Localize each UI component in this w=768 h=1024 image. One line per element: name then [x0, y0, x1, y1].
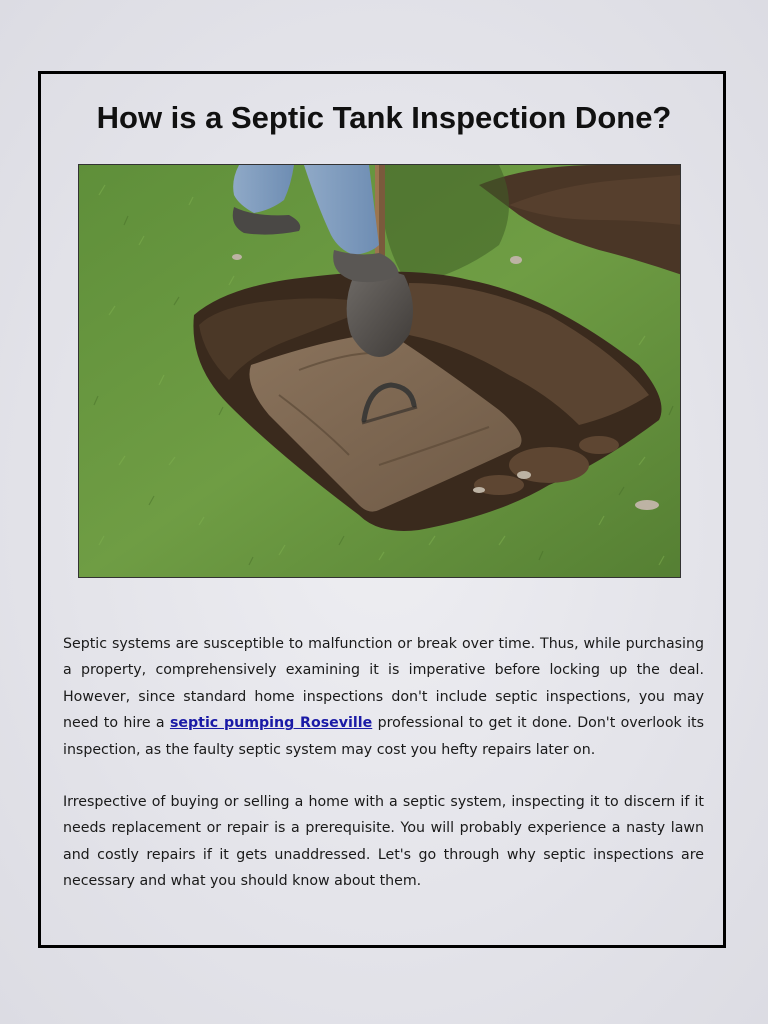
paragraph-2: Irrespective of buying or selling a home with a septic system, inspecting it to discern if it needs replacement or repair is a prerequisite. You will probably experience a nasty lawn and costly repairs if it gets unaddressed. Let's go through why septic inspections are necessary and what you should know about them. — [63, 794, 704, 890]
paragraph-1 — [63, 631, 704, 763]
document-title: How is a Septic Tank Inspection Done? — [96, 100, 672, 135]
septic-tank-photo — [78, 164, 681, 578]
paragraph-1-after-link: professional to get it done. Don't overlook its inspection, as the faulty septic system may cost you hefty repairs later on. — [63, 715, 704, 758]
paragraph-1-before-link: Septic systems are susceptible to malfunction or break over time. Thus, while purchasing a property, comprehensively examining it is imperative before locking up the deal. However, since standard home inspections don't include septic inspections, you may need to hire a — [63, 636, 704, 732]
septic-pumping-link[interactable]: septic pumping Roseville — [169, 715, 373, 732]
